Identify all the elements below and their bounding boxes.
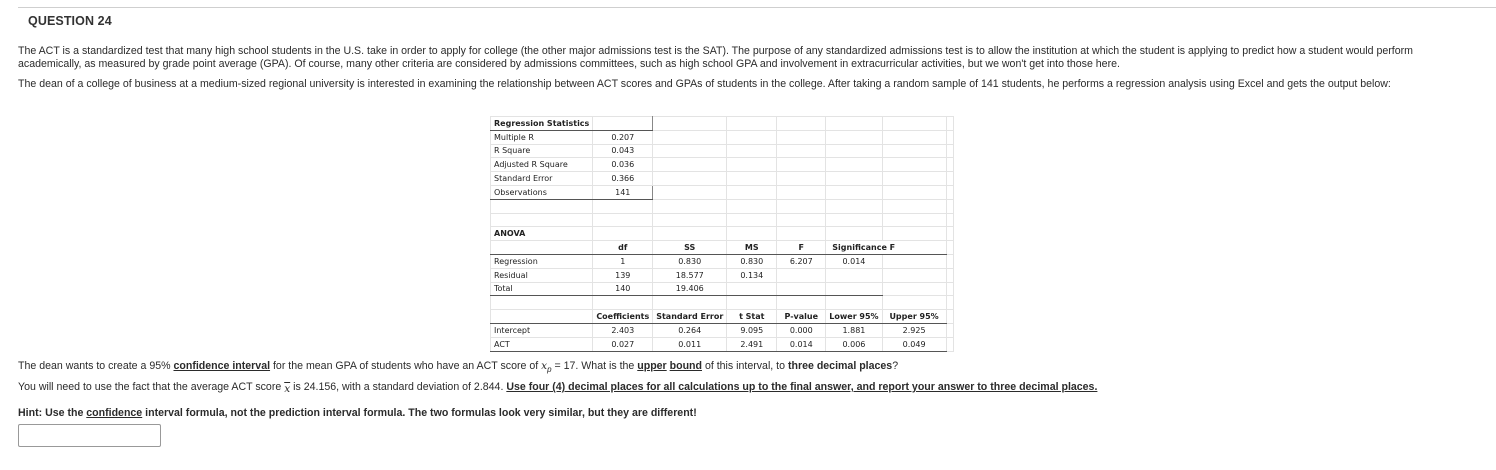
anova-cell: 0.830 xyxy=(727,254,777,268)
table-row xyxy=(491,268,954,282)
stat-label: Standard Error xyxy=(491,172,593,186)
anova-cell: 19.406 xyxy=(653,282,727,296)
coef-cell: 2.403 xyxy=(593,323,653,337)
table-row xyxy=(491,130,954,144)
coef-cell: 0.011 xyxy=(653,337,727,351)
table-row xyxy=(491,282,954,296)
bound-text: bound xyxy=(669,360,702,372)
x-variable: x xyxy=(541,360,548,372)
three-decimal-places: three decimal places xyxy=(787,360,893,372)
coef-cell: 2.491 xyxy=(727,337,777,351)
table-row xyxy=(491,172,954,186)
table-row xyxy=(491,310,954,324)
table-row xyxy=(491,144,954,158)
regression-output-table xyxy=(490,116,954,352)
table-row xyxy=(491,337,954,351)
coef-col-header: P-value xyxy=(777,310,826,324)
coef-cell: 0.014 xyxy=(777,337,826,351)
anova-cell: 0.014 xyxy=(826,254,882,268)
coef-cell: 0.264 xyxy=(653,323,727,337)
top-divider xyxy=(18,7,1496,8)
answer-input[interactable] xyxy=(18,424,161,447)
question-prompt: The dean wants to create a 95% confidence interval for the mean GPA of students who have an ACT score of $x_p = 17$. What is the upper bound of this interval, to three decimal places? xyxy=(18,360,899,374)
table-row xyxy=(491,185,954,199)
coef-cell: 1.881 xyxy=(826,323,882,337)
x-bar-symbol: $\overline{x}$ xyxy=(284,383,291,395)
stats-header: Regression Statistics xyxy=(491,117,593,131)
coef-cell: 0.049 xyxy=(882,337,946,351)
anova-cell: 0.134 xyxy=(727,268,777,282)
stat-label: Observations xyxy=(491,185,593,199)
confidence-interval-link[interactable]: confidence interval xyxy=(173,360,271,372)
anova-col-header: Significance F xyxy=(826,241,946,255)
table-row xyxy=(491,241,954,255)
coef-cell: 9.095 xyxy=(727,323,777,337)
stat-value: 141 xyxy=(593,185,653,199)
stat-value: 0.207 xyxy=(593,130,653,144)
anova-cell: 140 xyxy=(593,282,653,296)
anova-header: ANOVA xyxy=(491,227,593,241)
coef-row-label: Intercept xyxy=(491,323,593,337)
coef-col-header: Coefficients xyxy=(593,310,653,324)
question-title: QUESTION 24 xyxy=(28,14,112,28)
stat-value: 0.036 xyxy=(593,158,653,172)
coef-cell: 0.027 xyxy=(593,337,653,351)
coef-col-header: Lower 95% xyxy=(826,310,882,324)
anova-cell: 1 xyxy=(593,254,653,268)
anova-cell: 6.207 xyxy=(777,254,826,268)
coef-cell: 0.006 xyxy=(826,337,882,351)
coef-cell: 2.925 xyxy=(882,323,946,337)
stat-label: Adjusted R Square xyxy=(491,158,593,172)
coef-col-header: t Stat xyxy=(727,310,777,324)
stat-value: 0.043 xyxy=(593,144,653,158)
coef-col-header: Upper 95% xyxy=(882,310,946,324)
anova-cell: 0.830 xyxy=(653,254,727,268)
table-row xyxy=(491,227,954,241)
table-row xyxy=(491,213,954,227)
anova-cell: 139 xyxy=(593,268,653,282)
anova-col-header: df xyxy=(593,241,653,255)
anova-col-header: SS xyxy=(653,241,727,255)
table-row xyxy=(491,254,954,268)
p-subscript: p xyxy=(547,365,552,374)
hint-text: Hint: Use the confidence interval formula, not the prediction interval formula. The two formulas look very similar, but they are different! xyxy=(18,407,697,419)
intro-paragraph: The ACT is a standardized test that many high school students in the U.S. take in order to apply for college (the other major admissions test is the SAT). The purpose of any standardized admissions test is to allow the institution at which the student is applying to predict how a student would perform academically, as measured by grade point average (GPA). Of course, many other criteria are considered by admissions committees, such as high school GPA and involvement in extracurricular activities, but we won't get into those here. xyxy=(18,45,1413,70)
coef-col-header: Standard Error xyxy=(653,310,727,324)
anova-row-label: Residual xyxy=(491,268,593,282)
table-row xyxy=(491,323,954,337)
upper-text: upper xyxy=(637,360,667,372)
question-instructions: You will need to use the fact that the average ACT score $\overline{x}$ is 24.156, with a standard deviation of 2.844. Use four (4) decimal places for all calculations up to the final answer, and report your answer to three decimal places. xyxy=(18,381,1098,395)
table-row xyxy=(491,296,954,310)
context-paragraph: The dean of a college of business at a medium-sized regional university is interested in examining the relationship between ACT scores and GPAs of students in the college. After taking a random sample of 141 students, he performs a regression analysis using Excel and gets the output below: xyxy=(18,78,1391,90)
anova-col-header: F xyxy=(777,241,826,255)
stat-label: Multiple R xyxy=(491,130,593,144)
coef-cell: 0.000 xyxy=(777,323,826,337)
stat-value: 0.366 xyxy=(593,172,653,186)
table-row xyxy=(491,117,954,131)
table-row xyxy=(491,158,954,172)
anova-row-label: Regression xyxy=(491,254,593,268)
table-row xyxy=(491,199,954,213)
anova-row-label: Total xyxy=(491,282,593,296)
coef-row-label: ACT xyxy=(491,337,593,351)
stat-label: R Square xyxy=(491,144,593,158)
anova-col-header: MS xyxy=(727,241,777,255)
confidence-link[interactable]: confidence xyxy=(86,407,143,419)
anova-cell: 18.577 xyxy=(653,268,727,282)
decimal-rule: Use four (4) decimal places for all calculations up to the final answer, and report your answer to three decimal places. xyxy=(506,381,1098,393)
